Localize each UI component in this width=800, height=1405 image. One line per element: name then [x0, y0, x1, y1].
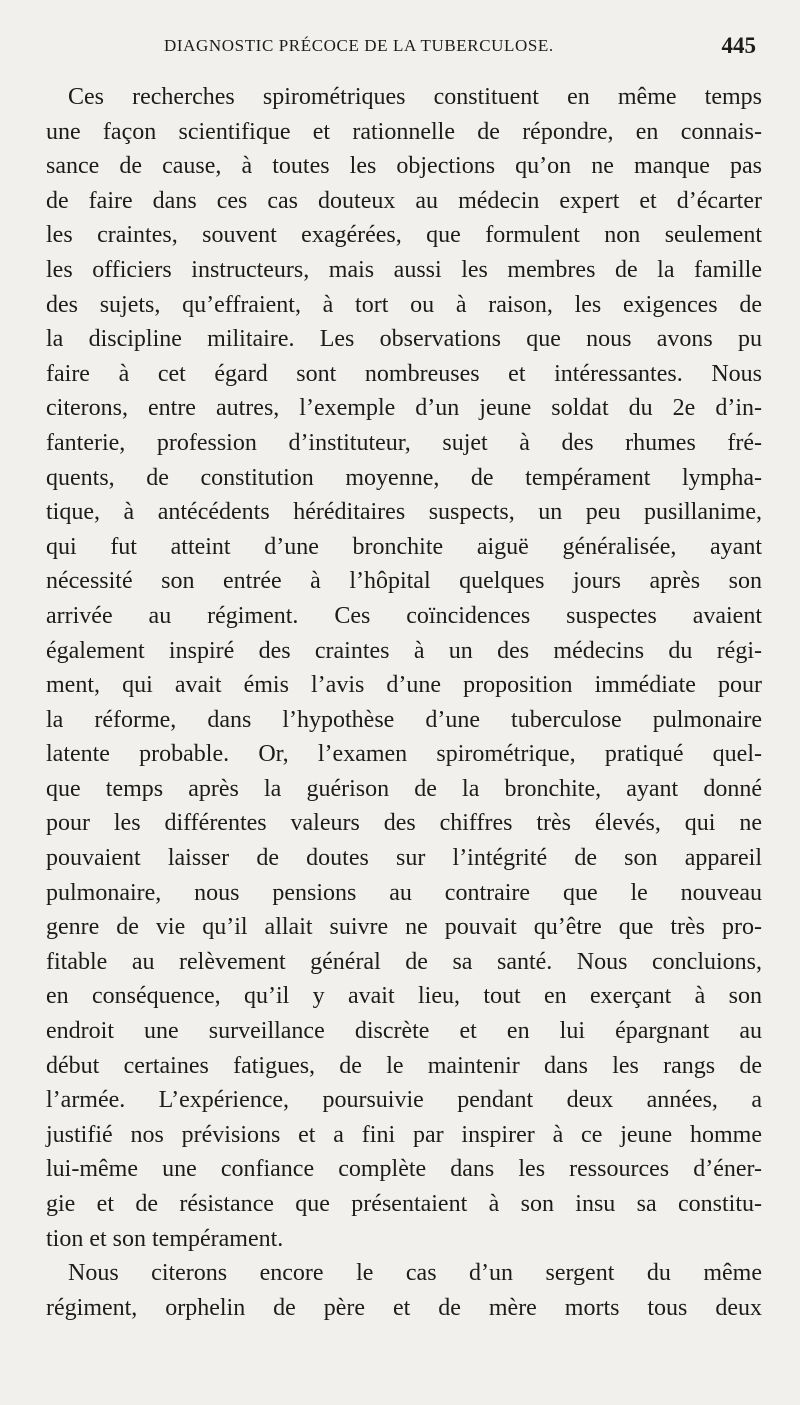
- text-line: en conséquence, qu’il y avait lieu, tout en exerçant à son: [46, 983, 762, 1010]
- text-line: ment, qui avait émis l’avis d’une proposition immédiate pour: [46, 672, 762, 699]
- text-line: une façon scientifique et rationnelle de répondre, en connais-: [46, 118, 762, 145]
- running-title: DIAGNOSTIC PRÉCOCE DE LA TUBERCULOSE.: [164, 36, 554, 55]
- text-line: pulmonaire, nous pensions au contraire que le nouveau: [46, 879, 762, 906]
- text-line: sance de cause, à toutes les objections qu’on ne manque pas: [46, 153, 762, 180]
- text-line: latente probable. Or, l’examen spirométrique, pratiqué quel-: [46, 741, 762, 768]
- text-line: gie et de résistance que présentaient à son insu sa constitu-: [46, 1191, 762, 1217]
- text-line: lui-même une confiance complète dans les ressources d’éner-: [46, 1156, 762, 1183]
- text-line: endroit une surveillance discrète et en lui épargnant au: [46, 1018, 762, 1045]
- text-line: tion et son tempérament.: [46, 1225, 284, 1252]
- text-line: des sujets, qu’effraient, à tort ou à raison, les exigences de: [46, 291, 762, 318]
- text-line: qui fut atteint d’une bronchite aiguë généralisée, ayant: [46, 533, 762, 560]
- text-line: régiment, orphelin de père et de mère morts tous deux: [46, 1294, 762, 1321]
- text-line: pouvaient laisser de doutes sur l’intégrité de son appareil: [46, 845, 762, 872]
- text-line: arrivée au régiment. Ces coïncidences suspectes avaient: [46, 602, 762, 629]
- text-line: nécessité son entrée à l’hôpital quelques jours après son: [46, 568, 762, 595]
- text-line: l’armée. L’expérience, poursuivie pendant deux années, a: [46, 1087, 762, 1114]
- text-line: faire à cet égard sont nombreuses et intéressantes. Nous: [46, 360, 762, 387]
- text-line: de faire dans ces cas douteux au médecin expert et d’écarter: [46, 187, 762, 214]
- body-text: [46, 80, 762, 1325]
- text-line: tique, à antécédents héréditaires suspects, un peu pusillanime,: [46, 499, 762, 526]
- text-line: la discipline militaire. Les observations que nous avons pu: [46, 326, 762, 353]
- text-line: la réforme, dans l’hypothèse d’une tuberculose pulmonaire: [46, 706, 762, 733]
- page-header: [48, 33, 758, 66]
- text-line: les craintes, souvent exagérées, que formulent non seulement: [46, 222, 762, 249]
- text-line: fanterie, profession d’instituteur, sujet à des rhumes fré-: [46, 429, 762, 456]
- text-line: pour les différentes valeurs des chiffres très élevés, qui ne: [46, 810, 762, 837]
- text-line: justifié nos prévisions et a fini par inspirer à ce jeune homme: [46, 1121, 762, 1148]
- text-line: citerons, entre autres, l’exemple d’un jeune soldat du 2e d’in-: [46, 395, 762, 422]
- text-line: que temps après la guérison de la bronchite, ayant donné: [46, 775, 762, 802]
- text-line: genre de vie qu’il allait suivre ne pouvait qu’être que très pro-: [46, 914, 762, 941]
- text-line: les officiers instructeurs, mais aussi les membres de la famille: [46, 256, 762, 283]
- text-line: fitable au relèvement général de sa santé. Nous concluions,: [46, 948, 762, 975]
- text-line: également inspiré des craintes à un des médecins du régi-: [46, 637, 762, 664]
- text-line: début certaines fatigues, de le maintenir dans les rangs de: [46, 1052, 762, 1079]
- page-number: 445: [721, 33, 756, 58]
- text-line: Nous citerons encore le cas d’un sergent du même: [68, 1260, 762, 1287]
- text-line: quents, de constitution moyenne, de tempérament lympha-: [46, 464, 762, 491]
- text-line: Ces recherches spirométriques constituent en même temps: [68, 84, 762, 110]
